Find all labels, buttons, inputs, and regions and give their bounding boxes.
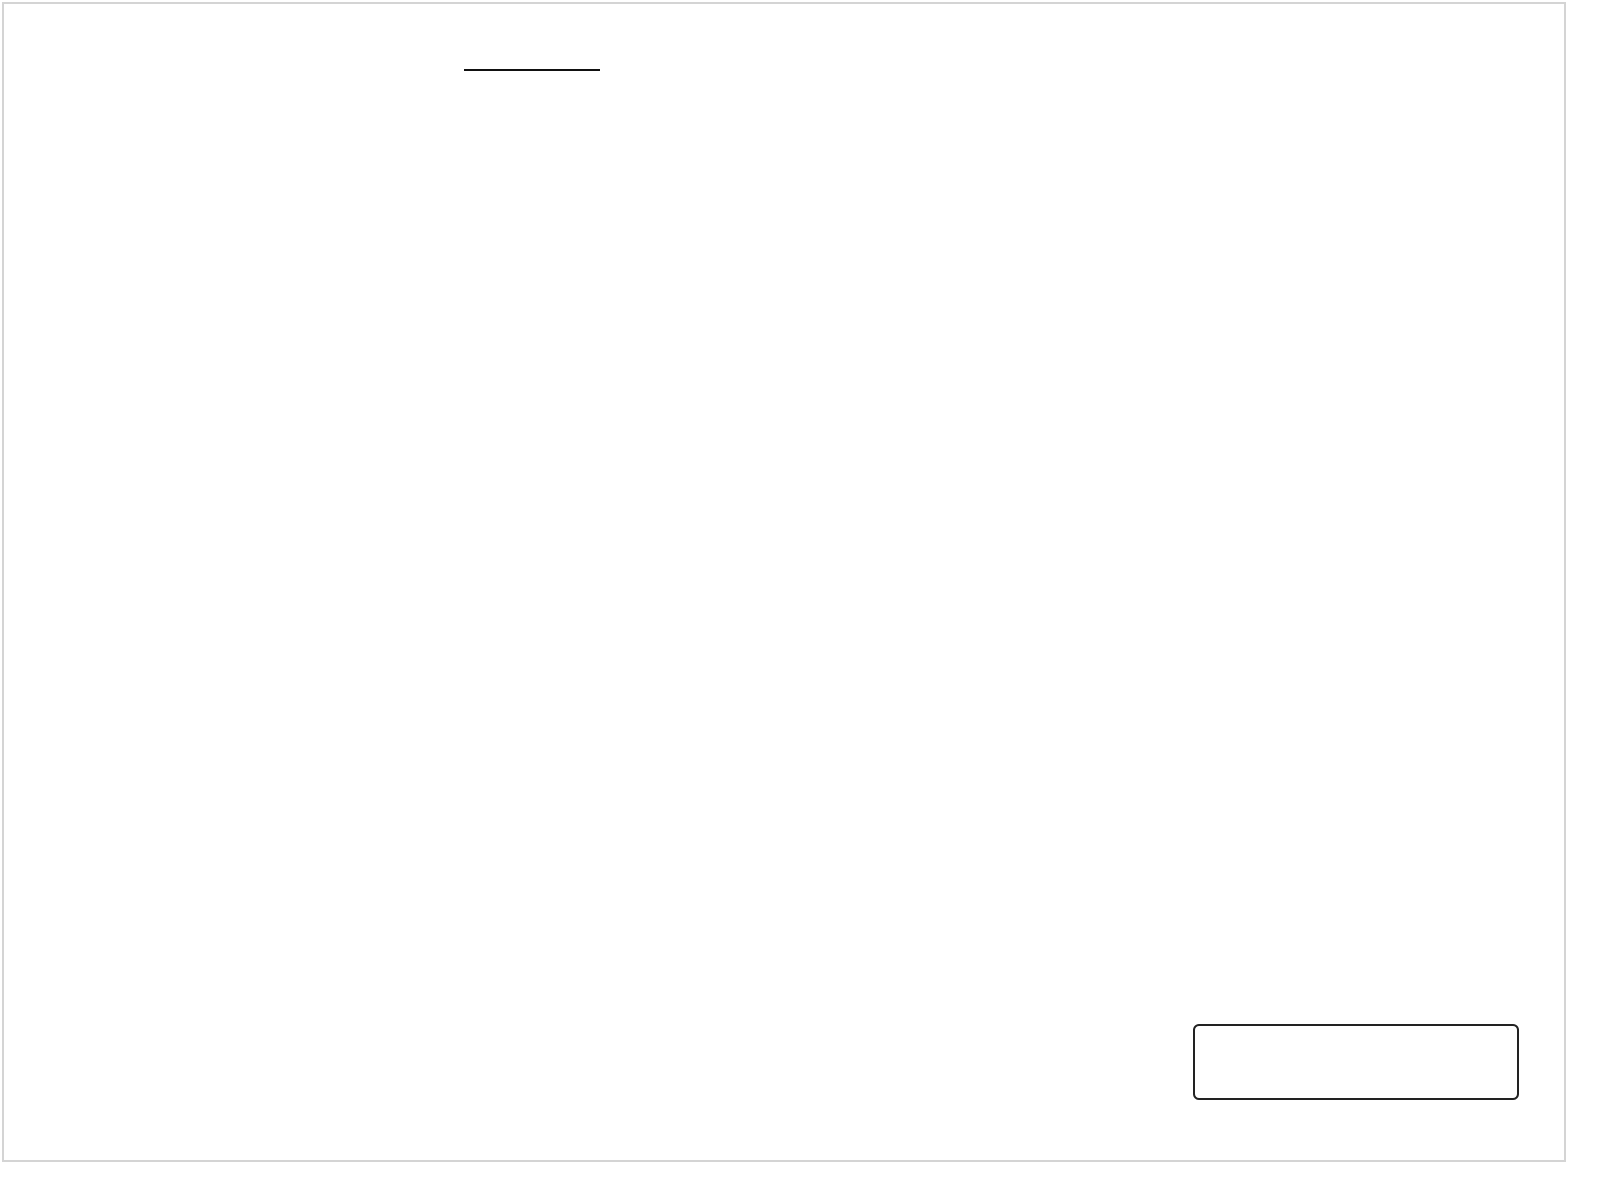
fraction-bar	[464, 69, 600, 71]
clear-trace-button[interactable]	[1193, 1024, 1519, 1100]
